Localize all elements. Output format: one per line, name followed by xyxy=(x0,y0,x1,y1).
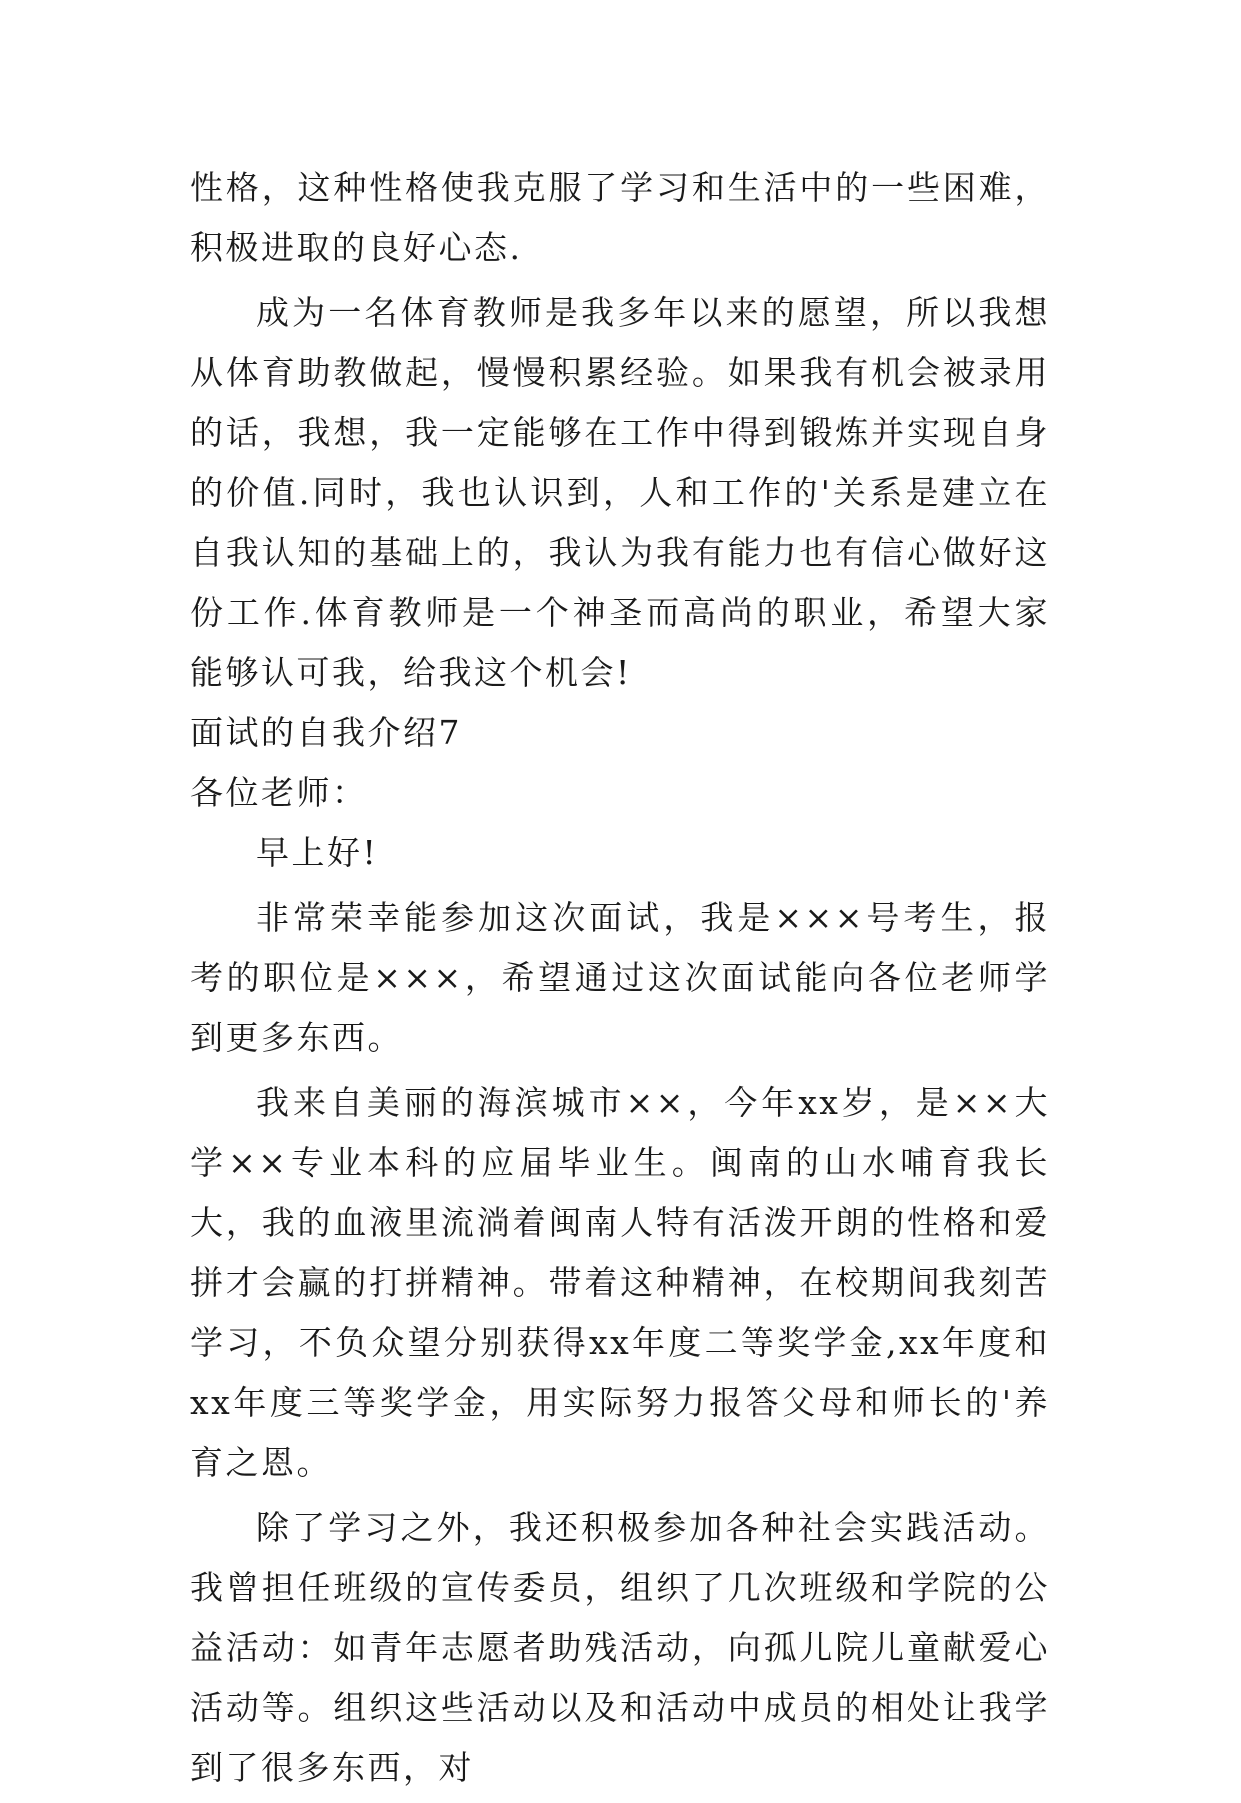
section-heading: 面试的自我介绍7 xyxy=(190,713,462,752)
greeting: 早上好! xyxy=(256,833,379,872)
paragraph-personality: 性格，这种性格使我克服了学习和生活中的一些困难，积极进取的良好心态. xyxy=(190,168,1050,267)
paragraph-background: 我来自美丽的海滨城市××，今年xx岁，是××大学××专业本科的应届毕业生。闽南的山水哺育我长大，我的血液里流淌着闽南人特有活泼开朗的性格和爱拼才会赢的打拼精神。带着这种精神，在校期间我刻苦学习，不负众望分别获得xx年度二等奖学金,xx年度和xx年度三等奖学金，用实际努力报答父母和师长的'养育之恩。 xyxy=(190,1083,1050,1482)
paragraph-introduction: 非常荣幸能参加这次面试，我是×××号考生，报考的职位是×××，希望通过这次面试能向各位老师学到更多东西。 xyxy=(190,898,1050,1057)
salutation: 各位老师： xyxy=(190,773,368,812)
paragraph-pe-teacher: 成为一名体育教师是我多年以来的愿望，所以我想从体育助教做起，慢慢积累经验。如果我有机会被录用的话，我想，我一定能够在工作中得到锻炼并实现自身的价值.同时，我也认识到，人和工作的'关系是建立在自我认知的基础上的，我认为我有能力也有信心做好这份工作.体育教师是一个神圣而高尚的职业，希望大家能够认可我，给我这个机会! xyxy=(190,293,1050,692)
paragraph-activities: 除了学习之外，我还积极参加各种社会实践活动。我曾担任班级的宣传委员，组织了几次班级和学院的公益活动：如青年志愿者助残活动，向孤儿院儿童献爱心活动等。组织这些活动以及和活动中成员的相处让我学到了很多东西，对 xyxy=(190,1508,1050,1787)
document-body xyxy=(190,158,1050,1803)
